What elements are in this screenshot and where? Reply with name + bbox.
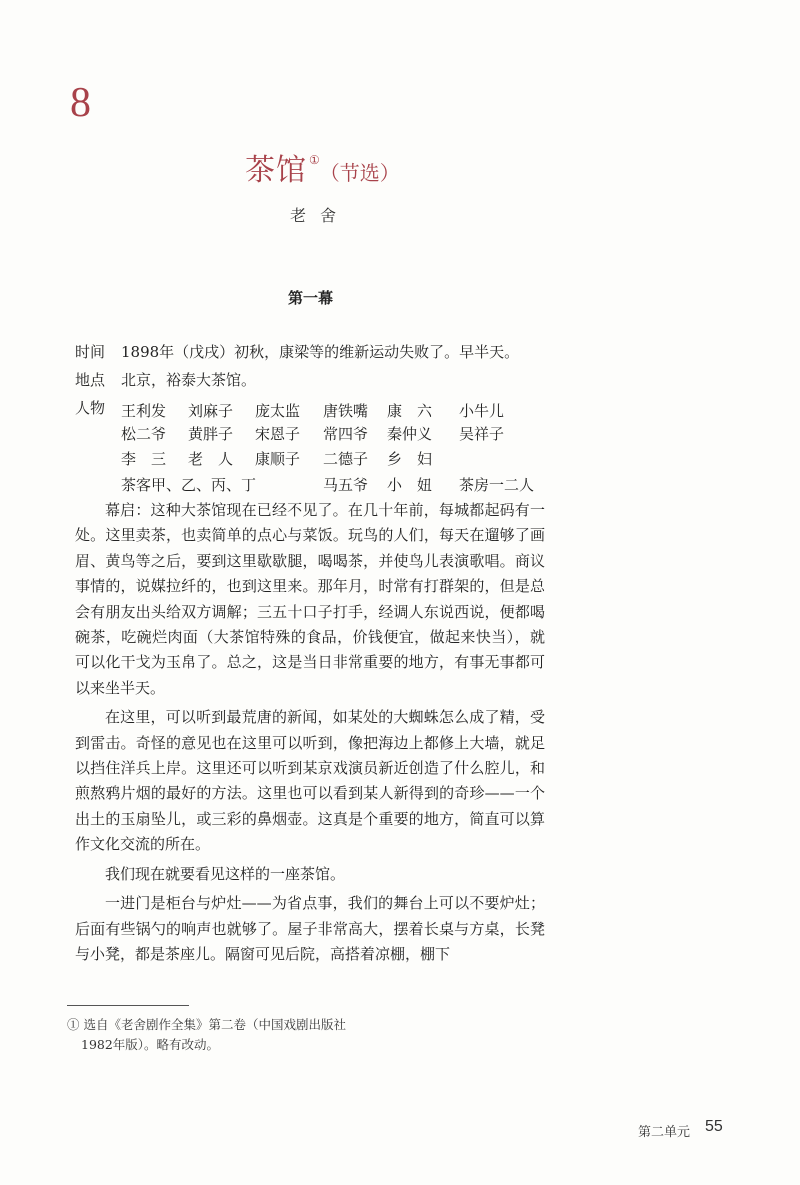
title-footnote-mark: ① <box>309 153 320 167</box>
footnote <box>67 1015 407 1055</box>
paragraph: 幕启：这种大茶馆现在已经不见了。在几十年前，每城都起码有一处。这里卖茶，也卖简单的点心与菜饭。玩鸟的人们，每天在遛够了画眉、黄鸟等之后，要到这里歇歇腿，喝喝茶，并使鸟儿表演歌唱。商议事情的，说媒拉纤的，也到这里来。那年月，时常有打群架的，但是总会有朋友出头给双方调解；三五十口子打手，经调人东说西说，便都喝碗茶，吃碗烂肉面（大茶馆特殊的食品，价钱便宜，做起来快当），就可以化干戈为玉帛了。总之，这是当日非常重要的地方，有事无事都可以来坐半天。 <box>75 501 545 697</box>
cast-name: 二德子 <box>323 450 369 468</box>
cast-name: 秦仲义 <box>387 425 433 443</box>
meta-place-value: 北京，裕泰大茶馆。 <box>121 371 257 389</box>
paragraph: 一进门是柜台与炉灶——为省点事，我们的舞台上可以不要炉灶；后面有些锅勺的响声也就够了。屋子非常高大，摆着长桌与方桌，长凳与小凳，都是茶座儿。隔窗可见后院，高搭着凉棚，棚下 <box>75 894 545 963</box>
page-number: 55 <box>705 1118 723 1135</box>
meta-time <box>75 338 519 366</box>
cast-name: 吴祥子 <box>459 425 505 443</box>
meta-cast <box>75 394 121 422</box>
footnote-line-1: ① 选自《老舍剧作全集》第二卷（中国戏剧出版社 <box>67 1017 346 1032</box>
meta-time-value: 1898年（戊戌）初秋，康梁等的维新运动失败了。早半天。 <box>121 343 520 361</box>
footnote-divider <box>67 1005 189 1006</box>
footer-unit: 第二单元 <box>638 1125 691 1140</box>
title-subtitle: （节选） <box>319 161 400 185</box>
cast-name: 黄胖子 <box>188 425 234 443</box>
meta-time-label: 时间 <box>75 343 106 361</box>
meta-place <box>75 366 256 394</box>
cast-name: 老 人 <box>188 450 234 468</box>
page-title <box>245 145 400 189</box>
title-main: 茶馆 <box>245 153 307 188</box>
cast-name: 小牛儿 <box>459 402 505 420</box>
paragraph: 我们现在就要看见这样的一座茶馆。 <box>105 864 346 883</box>
cast-name: 庞太监 <box>255 402 301 420</box>
paragraph: 在这里，可以听到最荒唐的新闻，如某处的大蜘蛛怎么成了精，受到雷击。奇怪的意见也在这里可以听到，像把海边上都修上大墙，就足以挡住洋兵上岸。这里还可以听到某京戏演员新近创造了什么腔儿，和煎熬鸦片烟的最好的方法。这里也可以看到某人新得到的奇珍——一个出土的玉扇坠儿，或三彩的鼻烟壶。这真是个重要的地方，简直可以算作文化交流的所在。 <box>75 708 545 854</box>
body-text <box>75 498 545 967</box>
act-heading: 第一幕 <box>288 289 334 307</box>
cast-name: 唐铁嘴 <box>323 402 369 420</box>
cast-name: 李 三 <box>121 450 167 468</box>
cast-name: 康顺子 <box>255 450 301 468</box>
cast-name: 茶客甲、乙、丙、丁 <box>121 476 257 494</box>
cast-name: 茶房一二人 <box>459 476 535 494</box>
cast-name: 常四爷 <box>323 425 369 443</box>
cast-name: 松二爷 <box>121 425 167 443</box>
meta-cast-label: 人物 <box>75 399 106 417</box>
cast-name: 康 六 <box>387 402 433 420</box>
cast-name: 王利发 <box>121 402 167 420</box>
footnote-line-2: 1982年版）。略有改动。 <box>81 1037 220 1052</box>
cast-name: 乡 妇 <box>387 450 433 468</box>
lesson-number: 8 <box>70 80 91 126</box>
meta-place-label: 地点 <box>75 371 106 389</box>
author: 老舍 <box>290 206 351 225</box>
cast-name: 小 妞 <box>387 476 433 494</box>
cast-name: 马五爷 <box>323 476 369 494</box>
cast-name: 宋恩子 <box>255 425 301 443</box>
cast-name: 刘麻子 <box>188 402 234 420</box>
